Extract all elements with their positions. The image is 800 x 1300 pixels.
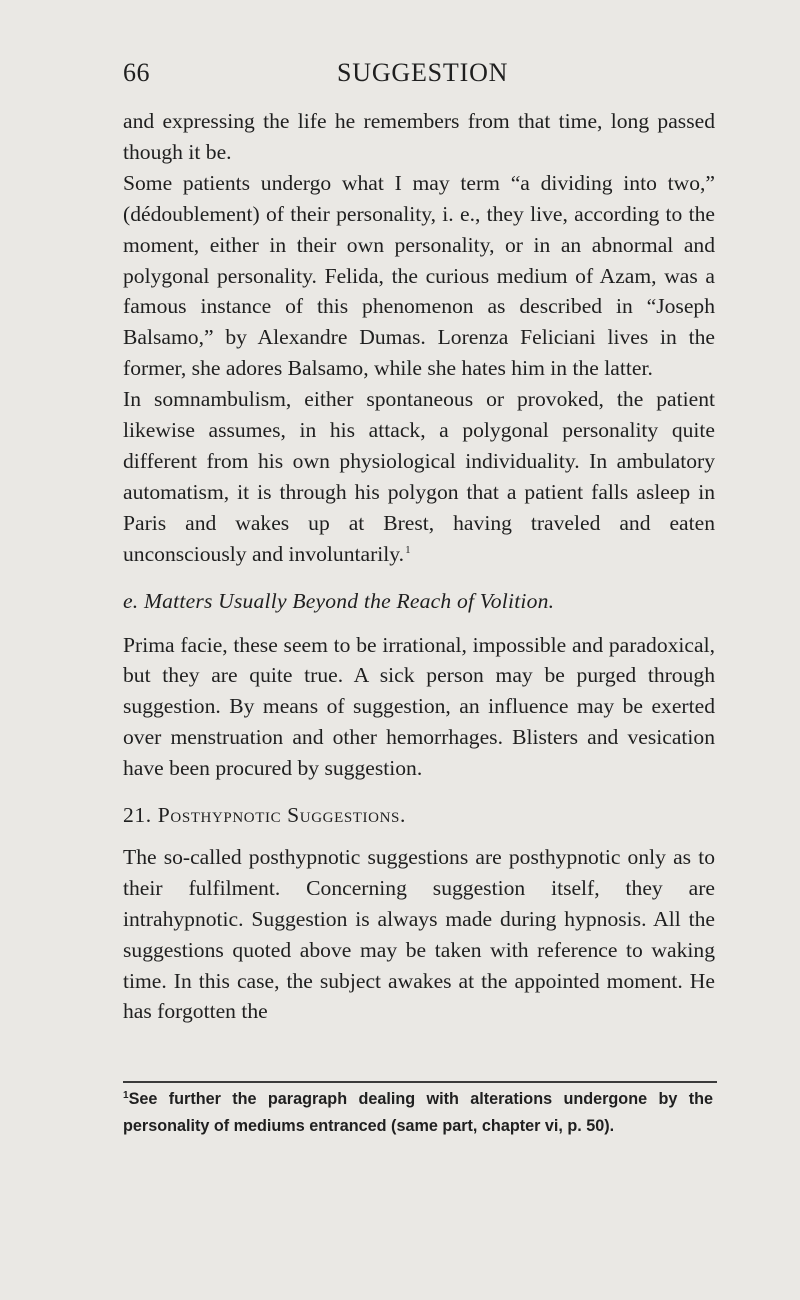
footnote: [123, 1087, 713, 1138]
footnote-text: See further the paragraph dealing with alterations undergone by the personality of mediums entranced (same part, chapter vi, p. 50).: [123, 1090, 713, 1135]
page-number: 66: [123, 58, 150, 87]
paragraph-somnambulism: [123, 384, 715, 573]
body-text: [123, 106, 715, 1027]
footnote-reference: 1: [405, 543, 411, 556]
running-title: SUGGESTION: [337, 58, 509, 87]
paragraph-prima-facie: Prima facie, these seem to be irrational, impossible and paradoxical, but they are quite true. A sick person may be purged through suggestion. By means of suggestion, an influence may be exerted over menstruation and other hemorrhages. Blisters and vesication have been procured by suggestion.: [123, 632, 715, 781]
section-heading-21: 21. Posthypnotic Suggestions.: [123, 803, 406, 828]
paragraph-continuation: and expressing the life he remembers from that time, long passed though it be.: [123, 109, 715, 164]
footnote-divider: [123, 1081, 717, 1083]
section-heading-e: e. Matters Usually Beyond the Reach of Volition.: [123, 588, 555, 613]
page-header: [123, 58, 718, 98]
paragraph-posthypnotic: The so-called posthypnotic suggestions are posthypnotic only as to their fulfilment. Concerning suggestion itself, they are intrahypnotic. Suggestion is always made during hypnosis. All the suggestions quoted above may be taken with reference to waking time. In this case, the subject awakes at the appointed moment. He has forgotten the: [123, 844, 715, 1024]
paragraph-somnambulism-text: In somnambulism, either spontaneous or provoked, the patient likewise assumes, in his attack, a polygonal personality quite different from his own physiological individuality. In ambulatory automatism, it is through his polygon that a patient falls asleep in Paris and wakes up at Brest, having traveled and eaten unconsciously and involuntarily.: [123, 387, 715, 566]
paragraph-dividing-into-two: Some patients undergo what I may term “a dividing into two,” (dédoublement) of their personality, i. e., they live, according to the moment, either in their own personality, or in an abnormal and polygonal personality. Felida, the curious medium of Azam, was a famous instance of this phenomenon as described in “Joseph Balsamo,” by Alexandre Dumas. Lorenza Feliciani lives in the former, she adores Balsamo, while she hates him in the latter.: [123, 170, 715, 381]
footnote-mark: 1: [123, 1090, 129, 1101]
